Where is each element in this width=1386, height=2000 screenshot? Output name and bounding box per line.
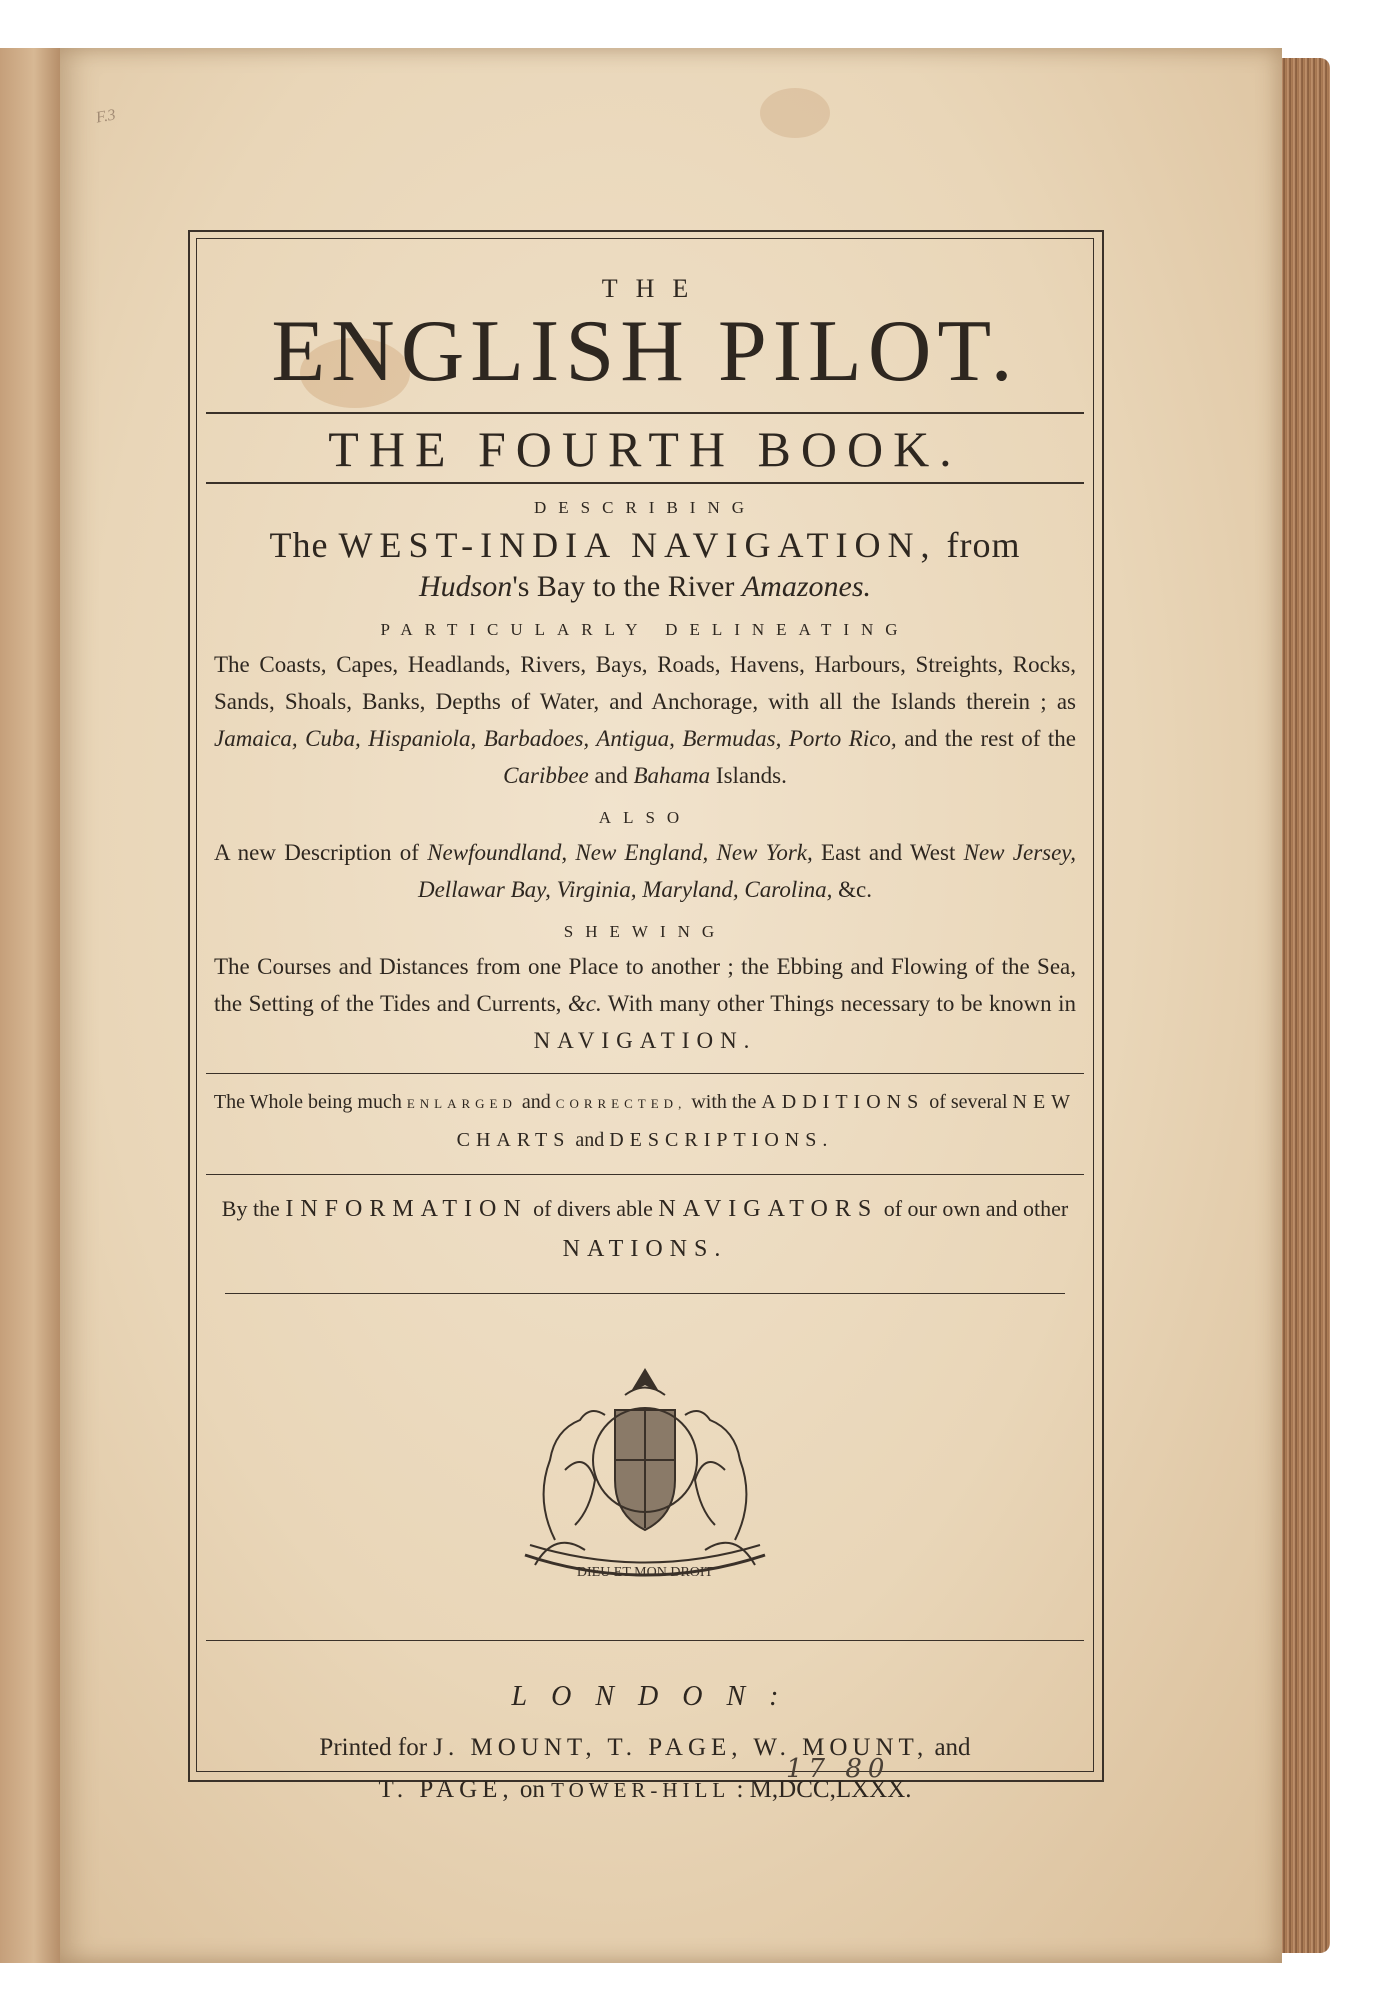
description-paragraph [210,834,1080,908]
also-label: ALSO [598,808,692,828]
text: 's Bay to the River [512,570,742,604]
italic-text: Newfoundland, New England, New York, [427,840,813,866]
text: The Coasts, Capes, Headlands, Rivers, Bays, Roads, Havens, Harbours, Streights, Rocks, Sands, Shoals, Banks, Depths of Water, and Anchorage, with all the Islands therein ; as [214,652,1076,715]
text: and the rest of the [896,726,1076,752]
text: East and West [812,840,964,866]
italic-text: New Jersey, Dellawar Bay, Virginia, Maryland, Carolina, [417,840,1076,903]
text: The Whole being much [213,1091,407,1114]
crest-motto: DIEU ET MON DROIT [576,1565,714,1581]
italic-text: Amazones. [741,570,872,604]
text: and [570,1129,610,1152]
text: The Courses and Distances from one Place to another ; the Ebbing and Flowing of the Sea, the Setting of the Tides and Currents, [214,954,1076,1017]
small-caps-text: CORRECTED, [555,1096,687,1112]
small-caps-text: ENLARGED [406,1096,517,1112]
page-block-edge [1274,58,1330,1953]
imprint-printer [210,1727,1080,1811]
describing-label: DESCRIBING [533,498,756,517]
caps-text: INFORMATION [285,1196,528,1223]
text: &c. [832,877,873,903]
text: By the [221,1196,286,1222]
courses-paragraph [210,948,1080,1059]
book-title: THE FOURTH BOOK. [328,421,962,477]
rule [206,1073,1084,1074]
caps-text: NEW CHARTS [456,1091,1077,1152]
navigation-heading [206,524,1084,567]
italic-text: Bahama [633,763,711,789]
italic-text: Caribbee [503,763,589,789]
coasts-paragraph [210,646,1080,794]
particularly-label: PARTICULARLY DELINEATING [380,620,910,640]
rule [206,412,1084,414]
open-book [0,48,1330,1963]
text: of several [924,1091,1013,1114]
caps-text: NATIONS. [562,1236,728,1263]
folio-mark: F.3 [94,106,117,127]
information-statement [210,1189,1080,1269]
text: and [588,763,634,789]
text: of divers able [527,1196,659,1222]
caps-text: J. MOUNT, T. PAGE, W. MOUNT, [433,1734,929,1762]
italic-text: &c. [567,991,602,1017]
caps-text: WEST-INDIA NAVIGATION, [338,525,937,565]
main-title: ENGLISH PILOT. [271,303,1019,400]
caps-text: TOWER-HILL [551,1778,731,1803]
text: and [516,1091,556,1114]
shewing-label: SHEWING [563,922,727,942]
text: With many other Things necessary to be known in [601,991,1076,1017]
caps-text: ADDITIONS [761,1091,925,1114]
text: Islands. [710,763,787,789]
text: Printed for [319,1734,434,1762]
foxing-stain [760,88,830,138]
handwritten-year: 17 80 [786,1754,891,1784]
navigation-subheading [206,567,1084,606]
rule [206,1174,1084,1175]
text: and [928,1734,971,1762]
text: A new Description of [214,840,428,866]
left-page-edge [0,48,63,1963]
enlarged-statement [210,1084,1080,1158]
caps-text: DESCRIPTIONS. [609,1129,834,1152]
imprint-london: LONDON: [511,1681,803,1713]
royal-coat-of-arms [495,1350,795,1590]
text: with the [686,1091,762,1114]
caps-text: NAVIGATORS [658,1196,879,1223]
royal-crest-icon [495,1350,795,1590]
rule [206,1640,1084,1641]
text: : M,DCC,LXXX. [730,1776,912,1804]
text: The [269,525,339,565]
rule [206,482,1084,484]
caps-text: T. PAGE, [378,1776,514,1804]
title-content [206,238,1084,1811]
caps-text: NAVIGATION. [533,1028,757,1054]
italic-text: Hudson [418,570,513,604]
title-the: THE [601,274,707,303]
rule [225,1293,1065,1294]
text: from [936,525,1021,565]
italic-text: Jamaica, Cuba, Hispaniola, Barbadoes, Antigua, Bermudas, Porto Rico, [214,726,897,752]
text: on [513,1776,552,1804]
text: of our own and other [878,1196,1069,1222]
